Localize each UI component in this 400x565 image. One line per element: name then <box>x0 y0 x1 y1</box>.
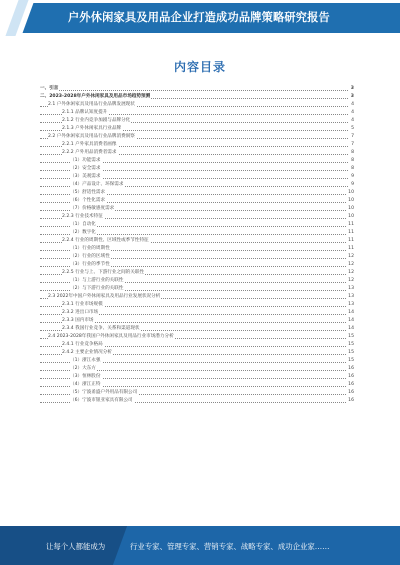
toc-entry-label: （6）个性化需求 <box>70 198 106 203</box>
report-footer <box>0 526 400 565</box>
report-header <box>0 0 400 38</box>
toc-entry-label: 2.4 2023-2028年我国户外休闲家具及用品行业市场潜力分析 <box>48 334 174 339</box>
toc-leader-dots <box>40 90 348 91</box>
toc-entry[interactable] <box>40 85 354 93</box>
toc-entry-label: （3）行业的季节性 <box>70 262 110 267</box>
toc-entry-label: 2.1.3 户外休闲家具行业品牌 <box>62 126 122 131</box>
toc-entry[interactable] <box>40 309 354 317</box>
toc-entry-label: （2）安全需求 <box>70 166 101 171</box>
toc-entry-page: 16 <box>348 366 354 371</box>
toc-entry-label: 2.3.1 行业市场规模 <box>62 302 103 307</box>
toc-entry-page: 12 <box>348 278 354 283</box>
toc-entry-page: 16 <box>348 390 354 395</box>
toc-entry-page: 8 <box>351 158 354 163</box>
toc-entry[interactable] <box>40 381 354 389</box>
toc-entry-label: （1）与上游行业的关联性 <box>70 278 124 283</box>
toc-entry-label: 2.3 2022年中国户外休闲家具及用品行业发展状况分析 <box>48 294 161 299</box>
toc-entry[interactable] <box>40 277 354 285</box>
toc-entry[interactable] <box>40 397 354 405</box>
toc-entry-page: 16 <box>348 382 354 387</box>
toc-entry[interactable] <box>40 173 354 181</box>
toc-entry-label: （3）恒林股份 <box>70 374 101 379</box>
toc-entry[interactable] <box>40 333 354 341</box>
toc-entry-label: 2.1.1 品牌认知度提升 <box>62 110 108 115</box>
footer-slogan-left: 让每个人都能成为 <box>46 542 106 551</box>
toc-entry[interactable] <box>40 93 354 101</box>
toc-entry[interactable] <box>40 261 354 269</box>
toc-entry-label: （7）价格敏感度需求 <box>70 206 115 211</box>
toc-entry-page: 3 <box>350 86 354 91</box>
toc-entry-page: 7 <box>351 134 354 139</box>
toc-entry[interactable] <box>40 189 354 197</box>
toc-entry[interactable] <box>40 213 354 221</box>
toc-entry-label: 2.3.3 国内市场 <box>62 318 94 323</box>
toc-entry-page: 9 <box>351 182 354 187</box>
toc-entry-page: 13 <box>348 286 354 291</box>
footer-slogan-right: 行业专家、管理专家、营销专家、战略专家、成功企业家…… <box>130 542 330 551</box>
toc-entry-page: 14 <box>348 326 354 331</box>
toc-entry[interactable] <box>40 197 354 205</box>
toc-entry-label: 2.2.5 行业与上、下游行业之间的关联性 <box>62 270 145 275</box>
toc-entry[interactable] <box>40 149 354 157</box>
toc-entry[interactable] <box>40 341 354 349</box>
toc-entry-page: 14 <box>348 310 354 315</box>
toc-entry[interactable] <box>40 125 354 133</box>
toc-entry-page: 8 <box>351 150 354 155</box>
toc-entry-label: 2.2.3 行业技术特征 <box>62 214 103 219</box>
toc-entry-page: 8 <box>351 166 354 171</box>
toc-entry-page: 12 <box>348 254 354 259</box>
toc-entry[interactable] <box>40 325 354 333</box>
toc-entry-page: 9 <box>351 174 354 179</box>
toc-entry-label: 2.2.1 户外家具消费者画像 <box>62 142 117 147</box>
toc-entry-page: 12 <box>348 262 354 267</box>
toc-entry-page: 15 <box>348 334 354 339</box>
toc-entry[interactable] <box>40 373 354 381</box>
toc-entry-page: 4 <box>351 110 354 115</box>
toc-entry-page: 11 <box>348 230 354 235</box>
toc-entry-label: （1）浙江永强 <box>70 358 101 363</box>
toc-entry-page: 11 <box>348 246 354 251</box>
toc-entry[interactable] <box>40 285 354 293</box>
toc-entry-page: 10 <box>348 198 354 203</box>
toc-entry-page: 7 <box>351 142 354 147</box>
toc-entry-page: 14 <box>348 318 354 323</box>
toc-entry[interactable] <box>40 349 354 357</box>
toc-entry[interactable] <box>40 133 354 141</box>
toc-entry[interactable] <box>40 245 354 253</box>
toc-entry[interactable] <box>40 269 354 277</box>
toc-entry-page: 3 <box>350 94 354 99</box>
toc-entry[interactable] <box>40 101 354 109</box>
toc-entry-page: 13 <box>348 294 354 299</box>
toc-entry-label: （1）自动化 <box>70 222 96 227</box>
toc-entry[interactable] <box>40 165 354 173</box>
toc-entry-page: 10 <box>348 190 354 195</box>
toc-entry-label: （3）美观需求 <box>70 174 101 179</box>
toc-entry[interactable] <box>40 157 354 165</box>
toc-entry-page: 16 <box>348 374 354 379</box>
toc-entry[interactable] <box>40 237 354 245</box>
toc-entry-label: （2）大东方 <box>70 366 96 371</box>
toc-entry-label: 2.1.2 行业内竞争加剧与品牌分化 <box>62 118 131 123</box>
toc-entry-label: 2.1 户外休闲家具及用品行业品牌发展现状 <box>48 102 135 107</box>
toc-entry-label: （5）舒适性需求 <box>70 190 106 195</box>
toc-entry-label: 2.2.4 行业的周期性、区域性或季节性特征 <box>62 238 149 243</box>
toc-entry-page: 12 <box>348 270 354 275</box>
toc-entry-label: 2.3.2 进出口市场 <box>62 310 99 315</box>
toc-entry[interactable] <box>40 141 354 149</box>
report-title: 户外休闲家具及用品企业打造成功品牌策略研究报告 <box>68 11 330 24</box>
toc-entry-label: （4）产品设计、环保需求 <box>70 182 124 187</box>
toc-entry[interactable] <box>40 221 354 229</box>
toc-entry-label: 2.2.2 户外用品消费者需求 <box>62 150 117 155</box>
toc-entry[interactable] <box>40 365 354 373</box>
toc-entry-label: （5）宁波甬盛户外用品有限公司 <box>70 390 138 395</box>
toc-entry[interactable] <box>40 117 354 125</box>
toc-entry-page: 16 <box>348 398 354 403</box>
toc-entry-label: （2）行业的区域性 <box>70 254 110 259</box>
toc-entry-page: 4 <box>351 118 354 123</box>
toc-entry-label: 2.2 户外休闲家具及用品行业品牌消费洞察 <box>48 134 135 139</box>
toc-entry-label: 一、引言 <box>40 86 59 91</box>
toc-entry-label: （1）功能需求 <box>70 158 101 163</box>
toc-entry-page: 10 <box>348 214 354 219</box>
toc-entry-page: 5 <box>351 126 354 131</box>
toc-entry-label: （4）浙江正特 <box>70 382 101 387</box>
toc-entry[interactable] <box>40 357 354 365</box>
toc-entry-label: （2）与下游行业的关联性 <box>70 286 124 291</box>
toc-entry-page: 15 <box>348 358 354 363</box>
toc-entry[interactable] <box>40 293 354 301</box>
toc-entry-label: 2.3.4 我国行业竞争、关系和渠道现状 <box>62 326 140 331</box>
toc-entry-page: 11 <box>348 238 354 243</box>
toc-entry[interactable] <box>40 205 354 213</box>
toc-heading: 内容目录 <box>173 60 226 74</box>
toc-entry[interactable] <box>40 253 354 261</box>
toc-entry-label: （1）行业的周期性 <box>70 246 110 251</box>
toc-entry[interactable] <box>40 301 354 309</box>
toc-entry-label: （6）宁波市银亚家具有限公司 <box>70 398 133 403</box>
toc-entry-label: （2）数字化 <box>70 230 96 235</box>
toc-entry[interactable] <box>40 181 354 189</box>
toc-entry-page: 13 <box>348 302 354 307</box>
toc-entry-label: 二、2023-2028年户外休闲家具及用品市场趋势预测 <box>40 94 151 99</box>
toc-entry-page: 15 <box>348 342 354 347</box>
toc-entry-page: 15 <box>348 350 354 355</box>
toc-entry-page: 4 <box>351 102 354 107</box>
toc-entry-page: 11 <box>348 222 354 227</box>
toc-entry-label: 2.4.2 主要企业情况分析 <box>62 350 112 355</box>
toc-entry[interactable] <box>40 389 354 397</box>
toc-entry-label: 2.4.1 行业竞争格局 <box>62 342 103 347</box>
toc-entry[interactable] <box>40 317 354 325</box>
table-of-contents <box>40 85 354 405</box>
toc-entry[interactable] <box>40 109 354 117</box>
toc-entry[interactable] <box>40 229 354 237</box>
toc-entry-page: 10 <box>348 206 354 211</box>
